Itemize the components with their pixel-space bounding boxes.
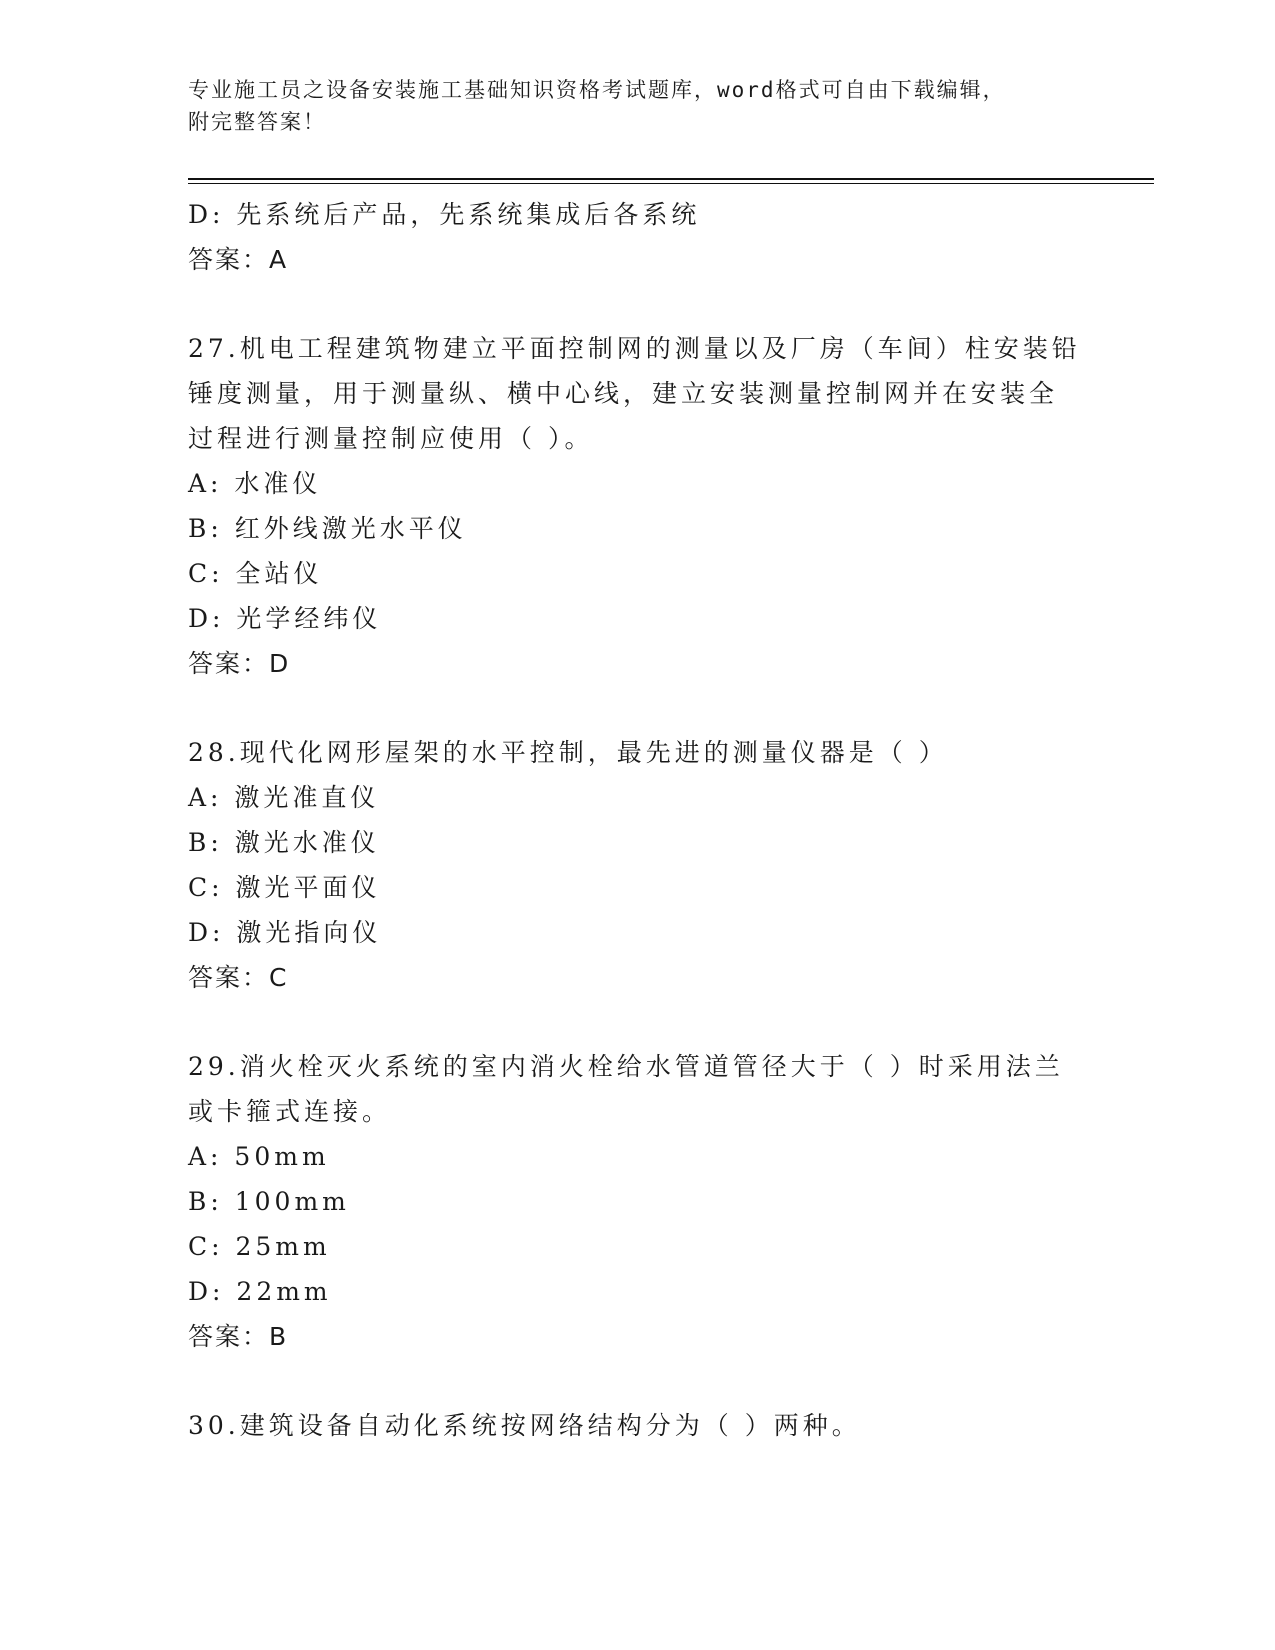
- option-a: A: 50mm: [188, 1142, 330, 1171]
- question-29: [188, 1044, 1088, 1359]
- question-stem: 过程进行测量控制应使用（ ）。: [188, 424, 594, 453]
- option-d: D: 22mm: [188, 1277, 332, 1306]
- option-c: C: 全站仪: [188, 559, 323, 588]
- spacer: [188, 1000, 1088, 1044]
- header-rule-thin: [188, 183, 1154, 184]
- question-stem: 30.建筑设备自动化系统按网络结构分为（ ）两种。: [188, 1411, 861, 1440]
- header-line-2: 附完整答案！: [188, 110, 326, 134]
- question-30: [188, 1403, 1088, 1448]
- spacer: [188, 1359, 1088, 1403]
- question-stem: 锤度测量，用于测量纵、横中心线，建立安装测量控制网并在安装全: [188, 379, 1059, 408]
- option-a: A: 激光准直仪: [188, 783, 380, 812]
- option-d: D: 先系统后产品，先系统集成后各系统: [188, 200, 701, 229]
- header-rule-thick: [188, 178, 1154, 180]
- question-stem: 29.消火栓灭火系统的室内消火栓给水管道管径大于（ ）时采用法兰: [188, 1052, 1064, 1081]
- header-line-1: 专业施工员之设备安装施工基础知识资格考试题库，word格式可自由下载编辑，: [188, 78, 1006, 102]
- answer-line: 答案：D: [188, 649, 291, 678]
- option-b: B: 激光水准仪: [188, 828, 380, 857]
- question-27: [188, 326, 1088, 686]
- option-c: C: 激光平面仪: [188, 873, 381, 902]
- question-stem: 或卡箍式连接。: [188, 1097, 392, 1126]
- spacer: [188, 686, 1088, 730]
- option-b: B: 红外线激光水平仪: [188, 514, 467, 543]
- option-a: A: 水准仪: [188, 469, 322, 498]
- answer-line: 答案：B: [188, 1322, 289, 1351]
- question-26-tail: [188, 192, 1088, 282]
- answer-line: 答案：C: [188, 963, 289, 992]
- spacer: [188, 282, 1088, 326]
- document-header: [188, 74, 1068, 138]
- option-d: D: 光学经纬仪: [188, 604, 382, 633]
- option-d: D: 激光指向仪: [188, 918, 382, 947]
- question-content: [188, 192, 1088, 1448]
- option-c: C: 25mm: [188, 1232, 331, 1261]
- question-28: [188, 730, 1088, 1000]
- question-stem: 27.机电工程建筑物建立平面控制网的测量以及厂房（车间）柱安装铅: [188, 334, 1081, 363]
- question-stem: 28.现代化网形屋架的水平控制，最先进的测量仪器是（ ）: [188, 738, 948, 767]
- option-b: B: 100mm: [188, 1187, 350, 1216]
- answer-line: 答案：A: [188, 245, 289, 274]
